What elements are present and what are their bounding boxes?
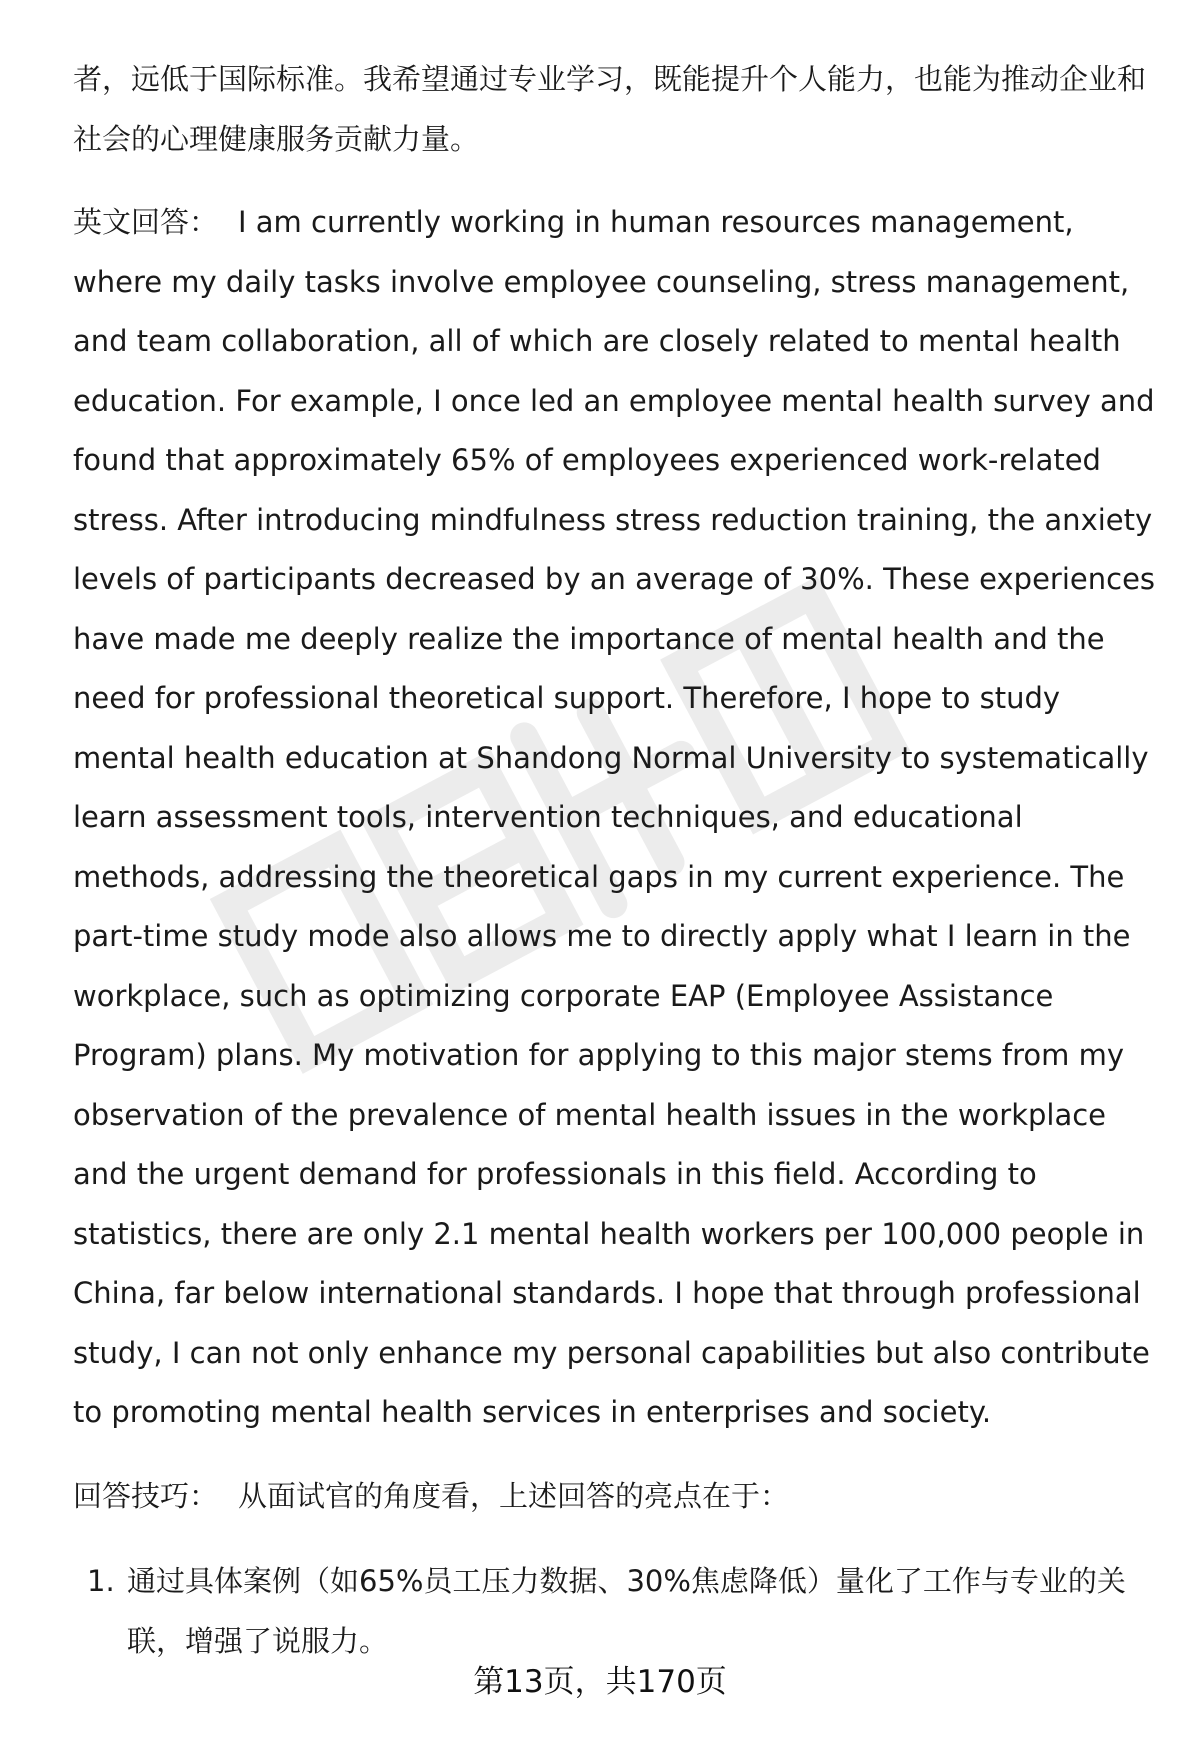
- tips-label: 回答技巧：: [73, 1478, 219, 1513]
- paragraph-english-answer: [73, 193, 1158, 1443]
- english-answer-text: I am currently working in human resources management, where my daily tasks involve employee counseling, stress management, and team collaboration, all of which are closely related to mental health education. For example, I once led an employee mental health survey and found that approximately 65% of employees experienced work-related stress. After introducing mindfulness stress reduction training, the anxiety levels of participants decreased by an average of 30%. These experiences have made me deeply realize the importance of mental health and the need for professional theoretical support. Therefore, I hope to study mental health education at Shandong Normal University to systematically learn assessment tools, intervention techniques, and educational methods, addressing the theoretical gaps in my current experience. The part-time study mode also allows me to directly apply what I learn in the workplace, such as optimizing corporate EAP (Employee Assistance Program) plans. My motivation for applying to this major stems from my observation of the prevalence of mental health issues in the workplace and the urgent demand for professionals in this field. According to statistics, there are only 2.1 mental health workers per 100,000 people in China, far below international standards. I hope that through professional study, I can not only enhance my personal capabilities but also contribute to promoting mental health services in enterprises and society.: [73, 205, 1156, 1429]
- list-item-number: 1.: [87, 1564, 115, 1598]
- paragraph-continuation: 者，远低于国际标准。我希望通过专业学习，既能提升个人能力，也能为推动企业和社会的心理健康服务贡献力量。: [73, 62, 1147, 156]
- document-page: [73, 50, 1158, 1671]
- paragraph-tips: [73, 1467, 1158, 1527]
- page-number-footer: 第13页，共170页: [473, 1664, 727, 1700]
- list-item: [73, 1552, 1158, 1671]
- tips-text: 从面试官的角度看，上述回答的亮点在于：: [238, 1478, 790, 1513]
- list-item-text: 通过具体案例（如65%员工压力数据、30%焦虑降低）量化了工作与专业的关联，增强了说服力。: [127, 1564, 1126, 1658]
- english-answer-label: 英文回答：: [73, 205, 219, 239]
- tips-list: [73, 1552, 1158, 1671]
